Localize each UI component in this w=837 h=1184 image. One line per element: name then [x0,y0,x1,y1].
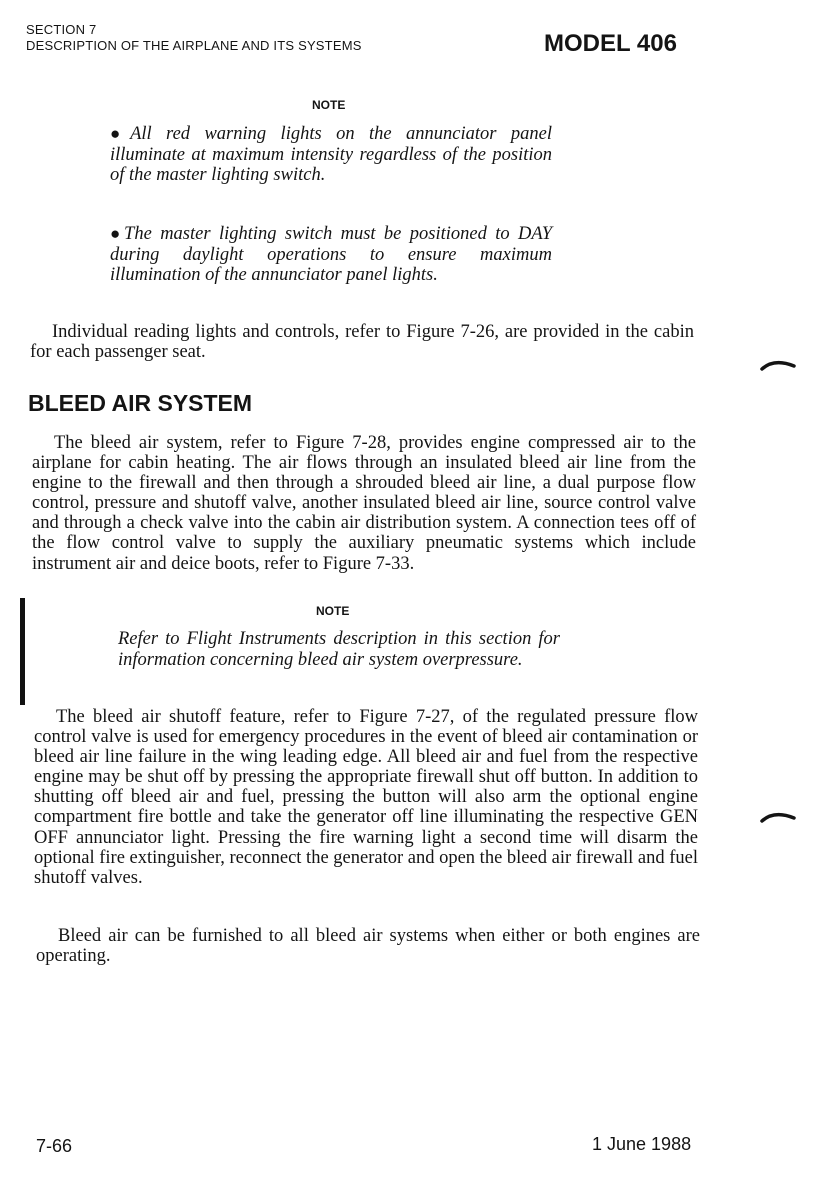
note-label: NOTE [316,604,350,618]
paragraph-bleed-air-furnished: Bleed air can be furnished to all bleed air systems when either or both engines are operating. [36,926,700,967]
note-item [110,224,552,286]
section-number: SECTION 7 [26,22,97,37]
note-label: NOTE [312,98,346,112]
note-item [110,124,552,186]
bullet-icon: ● [110,224,125,243]
paragraph-bleed-air-system: The bleed air system, refer to Figure 7-28, provides engine compressed air to the airplane for cabin heating. The air flows through an insulated bleed air line from the engine to the firewall and then through a shrouded bleed air line, a dual purpose flow control, pressure and shutoff valve, another insulated bleed air line, source control valve and through a check valve into the cabin air distribution system. A connection tees off of the flow control valve to supply the auxiliary pneumatic systems which include instrument air and deice boots, refer to Figure 7-33. [32,433,696,574]
paragraph-reading-lights: Individual reading lights and controls, refer to Figure 7-26, are provided in the cabin for each passenger seat. [30,322,694,363]
revision-change-bar [20,598,25,705]
section-header [26,22,362,54]
note-item-text: All red warning lights on the annunciator panel illuminate at maximum intensity regardless of the position of the master lighting switch. [110,124,552,185]
note-item-text: The master lighting switch must be positioned to DAY during daylight operations to ensure maximum illumination of the annunciator panel lights. [110,224,552,285]
margin-mark [760,808,796,824]
section-heading: BLEED AIR SYSTEM [28,390,253,416]
paragraph-bleed-air-shutoff: The bleed air shutoff feature, refer to Figure 7-27, of the regulated pressure flow control valve is used for emergency procedures in the event of bleed air contamination or bleed air line failure in the wing leading edge. All bleed air and fuel from the respective engine may be shut off by pressing the appropriate firewall shut off button. In addition to shutting off bleed air and fuel, pressing the button will also arm the optional engine compartment fire bottle and take the generator off line illuminating the respective GEN OFF annunciator light. Pressing the fire warning light a second time will disarm the optional fire extinguisher, reconnect the generator and open the bleed air firewall and fuel shutoff valves. [34,707,698,888]
section-title: DESCRIPTION OF THE AIRPLANE AND ITS SYSTEMS [26,38,362,53]
model-title: MODEL 406 [544,30,677,57]
margin-mark [760,356,796,372]
page-number: 7-66 [36,1136,73,1156]
bullet-icon: ● [110,124,131,143]
revision-date: 1 June 1988 [592,1134,692,1154]
note-text: Refer to Flight Instruments description in this section for information concerning bleed air system overpressure. [118,629,560,670]
